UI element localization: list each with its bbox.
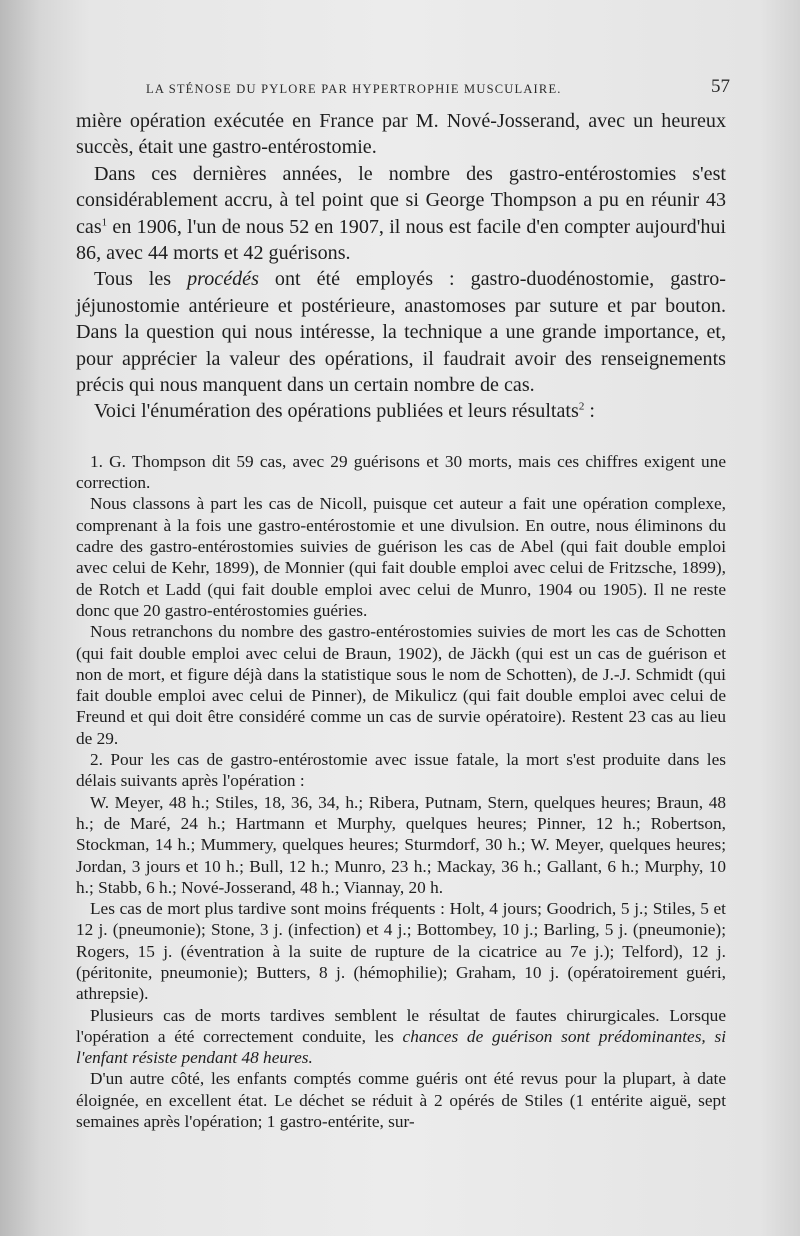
footnote-1-para-3: Nous retranchons du nombre des gastro-entérostomies suivies de mort les cas de Schotten (qui fait double emploi avec celui de Braun, 1902), de Jäckh (qui est un cas de guérison et non de mort, et figure déjà dans la statistique sous le nom de Schotten), de J.-J. Schmidt (qui fait double emploi avec celui de Pinner), de Mikulicz (qui fait double emploi avec celui de Freund et qui doit être considéré comme un cas de survie opératoire). Restent 23 cas au lieu de 29.	[76, 622, 726, 748]
footnote-2-para-5: D'un autre côté, les enfants comptés comme guéris ont été revus pour la plupart, à date éloignée, en excellent état. Le déchet se réduit à 2 opérés de Stiles (1 entérite aiguë, sept semaines après l'opération; 1 gastro-entérite, sur-	[76, 1069, 726, 1132]
paragraph-2-text-b: en 1906, l'un de nous 52 en 1907, il nous est facile d'en compter aujourd'hui 86, avec 44 morts et 42 guérisons.	[76, 215, 726, 265]
paragraph-3-text-a: Tous les	[94, 268, 188, 291]
footnote-ref-2: 2	[578, 400, 585, 413]
page-body	[76, 108, 726, 1132]
footnote-1: 1. G. Thompson dit 59 cas, avec 29 guérisons et 30 morts, mais ces chiffres exigent une correction.	[76, 451, 726, 493]
running-title: LA STÉNOSE DU PYLORE PAR HYPERTROPHIE MUSCULAIRE.	[146, 82, 562, 96]
paragraph-1: mière opération exécutée en France par M. Nové-Josserand, avec un heureux succès, était une gastro-entérostomie.	[76, 110, 726, 159]
footnote-2-para-4	[76, 1005, 726, 1069]
footnote-2-para-4-text: Plusieurs cas de morts tardives semblent le résultat de fautes chirurgicales. Lorsque l'opération a été correctement conduite, les	[76, 1005, 726, 1046]
footnotes	[76, 451, 726, 1133]
paragraph-3-emphasis: procédés	[187, 268, 259, 291]
footnote-2-para-2: W. Meyer, 48 h.; Stiles, 18, 36, 34, h.; Ribera, Putnam, Stern, quelques heures; Braun, 48 h.; de Maré, 24 h.; Hartmann et Murphy, quelques heures; Pinner, 12 h.; Robertson, Stockman, 14 h.; Mummery, quelques heures; Sturmdorf, 30 h.; W. Meyer, quelques heures; Jordan, 3 jours et 10 h.; Bull, 12 h.; Munro, 23 h.; Mackay, 36 h.; Gallant, 6 h.; Murphy, 10 h.; Stabb, 6 h.; Nové-Josserand, 48 h.; Viannay, 20 h.	[76, 792, 726, 897]
footnote-2-para-3: Les cas de mort plus tardive sont moins fréquents : Holt, 4 jours; Goodrich, 5 j.; Stiles, 5 et 12 j. (pneumonie); Stone, 3 j. (infection) et 4 j.; Bottombey, 10 j.; Barling, 5 j. (pneumonie); Rogers, 15 j. (éventration à la suite de rupture de la cicatrice au 7e j.); Telford), 12 j. (péritonite, pneumonie); Butters, 8 j. (hémophilie); Graham, 10 j. (opératoirement guéri, athrepsie).	[76, 899, 726, 1004]
main-text	[76, 108, 726, 425]
paragraph-4-text-b: :	[584, 400, 595, 423]
running-header	[146, 76, 730, 97]
footnote-2-para-4-emphasis: chances de guérison sont prédominantes, si l'enfant résiste pendant 48 heures.	[76, 1026, 726, 1068]
paragraph-3	[76, 266, 726, 398]
footnote-1-para-2: Nous classons à part les cas de Nicoll, puisque cet auteur a fait une opération complexe, comprenant à la fois une gastro-entérostomie et une divulsion. En outre, nous éliminons du cadre des gastro-entérostomies suivies de guérison les cas de Abel (qui fait double emploi avec celui de Kehr, 1899), de Monnier (qui fait double emploi avec celui de Fritzsche, 1899), de Rotch et Ladd (qui fait double emploi avec celui de Munro, 1904 ou 1905). Il ne reste donc que 20 gastro-entérostomies guéries.	[76, 494, 726, 620]
paragraph-2-text-a: Dans ces dernières années, le nombre des gastro-entérostomies s'est considérablement accru, à tel point que si George Thompson a pu en réunir 43 cas	[76, 162, 726, 238]
paragraph-4	[76, 398, 726, 424]
footnote-2: 2. Pour les cas de gastro-entérostomie avec issue fatale, la mort s'est produite dans les délais suivants après l'opération :	[76, 750, 726, 791]
paragraph-3-text-b: ont été employés : gastro-duodénostomie, gastro-jéjunostomie antérieure et postérieure, anastomoses par suture et par bouton. Dans la question qui nous intéresse, la technique a une grande importance, et, pour apprécier la valeur des opérations, il faudrait avoir des renseignements précis qui nous manquent dans un certain nombre de cas.	[76, 268, 726, 397]
page-number: 57	[711, 76, 730, 97]
paragraph-4-text-a: Voici l'énumération des opérations publiées et leurs résultats	[94, 400, 579, 423]
footnote-ref-1: 1	[101, 215, 108, 228]
paragraph-2	[76, 161, 726, 267]
